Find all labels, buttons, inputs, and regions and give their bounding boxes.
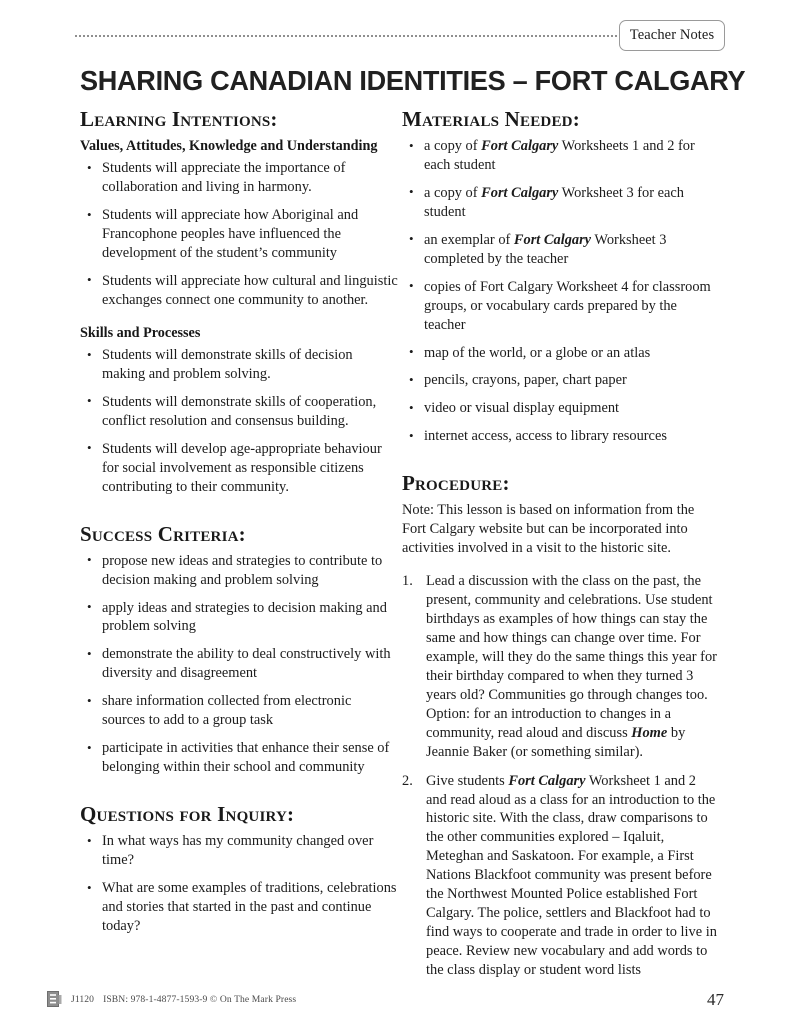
list-item: • a copy of Fort Calgary Worksheet 3 for each student — [402, 184, 718, 222]
procedure-note: Note: This lesson is based on information from the Fort Calgary website but can be incorporated into activities involved in a visit to the historic site. — [402, 502, 695, 557]
emphasis-text: Home — [631, 724, 668, 741]
publisher-book-icon — [47, 991, 62, 1008]
list-skills-processes — [80, 346, 398, 497]
list-procedure-steps — [402, 572, 718, 980]
heading-materials-needed: Materials Needed: — [402, 107, 580, 131]
page-number: 47 — [707, 990, 724, 1009]
emphasis-text: Fort Calgary — [481, 184, 559, 201]
list-item: • What are some examples of traditions, celebrations and stories that started in the past and continue today? — [80, 879, 398, 936]
list-item: • map of the world, or a globe or an atlas — [402, 344, 718, 363]
list-item: • demonstrate the ability to deal constructively with diversity and disagreement — [80, 645, 398, 683]
list-success-criteria — [80, 552, 398, 777]
teacher-notes-tab — [619, 20, 725, 51]
heading-learning-intentions: Learning Intentions: — [80, 107, 278, 131]
list-item: Lead a discussion with the class on the past, the present, community and celebrations. Use student birthdays as examples of how things can stay the same and how things can change over time. For example, will they do the same things this year for their birthday compared to when they turned 3 years old? Communities go through changes too. Option: for an introduction to changes in a community, read aloud and discuss Home by Jeannie Baker (or something similar). — [426, 573, 717, 760]
page-header — [0, 0, 792, 62]
publisher-code: J1120 — [71, 994, 95, 1005]
emphasis-text: Fort Calgary — [508, 772, 586, 789]
list-item: • In what ways has my community changed over time? — [80, 832, 398, 870]
list-item: • an exemplar of Fort Calgary Worksheet 3 completed by the teacher — [402, 231, 718, 269]
teacher-notes-label: Teacher Notes — [629, 27, 715, 43]
list-item: • Students will demonstrate skills of cooperation, conflict resolution and consensus building. — [80, 393, 398, 431]
isbn-copyright: ISBN: 978-1-4877-1593-9 © On The Mark Press — [103, 994, 297, 1005]
subheading-values-attitudes: Values, Attitudes, Knowledge and Understanding — [80, 138, 378, 155]
list-item: • Students will develop age-appropriate behaviour for social involvement as responsible citizens contributing to their community. — [80, 440, 398, 497]
list-materials-needed — [402, 137, 718, 446]
list-item: • a copy of Fort Calgary Worksheets 1 and 2 for each student — [402, 137, 718, 175]
list-item: • Students will appreciate how cultural and linguistic exchanges connect one community to another. — [80, 272, 398, 310]
left-column — [80, 108, 398, 936]
emphasis-text: Fort Calgary — [481, 138, 559, 155]
list-item: • apply ideas and strategies to decision making and problem solving — [80, 599, 398, 637]
heading-success-criteria: Success Criteria: — [80, 521, 246, 546]
list-item: • Students will appreciate the importance of collaboration and living in harmony. — [80, 159, 398, 197]
page-title: SHARING CANADIAN IDENTITIES – FORT CALGARY — [80, 65, 746, 96]
footer-imprint — [47, 991, 296, 1008]
list-item: • copies of Fort Calgary Worksheet 4 for classroom groups, or vocabulary cards prepared by the teacher — [402, 278, 718, 335]
page-footer — [0, 966, 792, 1024]
list-item: • share information collected from electronic sources to add to a group task — [80, 692, 398, 730]
right-column — [402, 108, 718, 990]
list-item: • propose new ideas and strategies to contribute to decision making and problem solving — [80, 552, 398, 590]
heading-procedure: Procedure: — [402, 471, 510, 496]
list-item: • participate in activities that enhance their sense of belonging within their school and community — [80, 739, 398, 777]
list-item: • internet access, access to library resources — [402, 427, 718, 446]
list-values-attitudes — [80, 159, 398, 310]
heading-questions-for-inquiry: Questions for Inquiry: — [80, 802, 295, 827]
subheading-skills-processes: Skills and Processes — [80, 324, 201, 341]
list-item: Give students Fort Calgary Worksheet 1 and 2 and read aloud as a class for an introduction to the historic site. With the class, draw comparisons to the other communities explored – Iqaluit, Meteghan and Saskatoon. For example, a First Nations Blackfoot community was present before the Northwest Mounted Police established Fort Calgary. The police, settlers and Blackfoot had to find ways to cooperate and trade in order to live in peace. Review new vocabulary and add words to the class display or student word lists — [426, 772, 717, 978]
list-questions-for-inquiry — [80, 832, 398, 936]
list-item: • pencils, crayons, paper, chart paper — [402, 371, 718, 390]
list-item: • video or visual display equipment — [402, 399, 718, 418]
emphasis-text: Fort Calgary — [513, 231, 592, 248]
list-item: • Students will demonstrate skills of decision making and problem solving. — [80, 346, 398, 384]
list-item: • Students will appreciate how Aboriginal and Francophone peoples have influenced the development of the student’s community — [80, 206, 398, 263]
